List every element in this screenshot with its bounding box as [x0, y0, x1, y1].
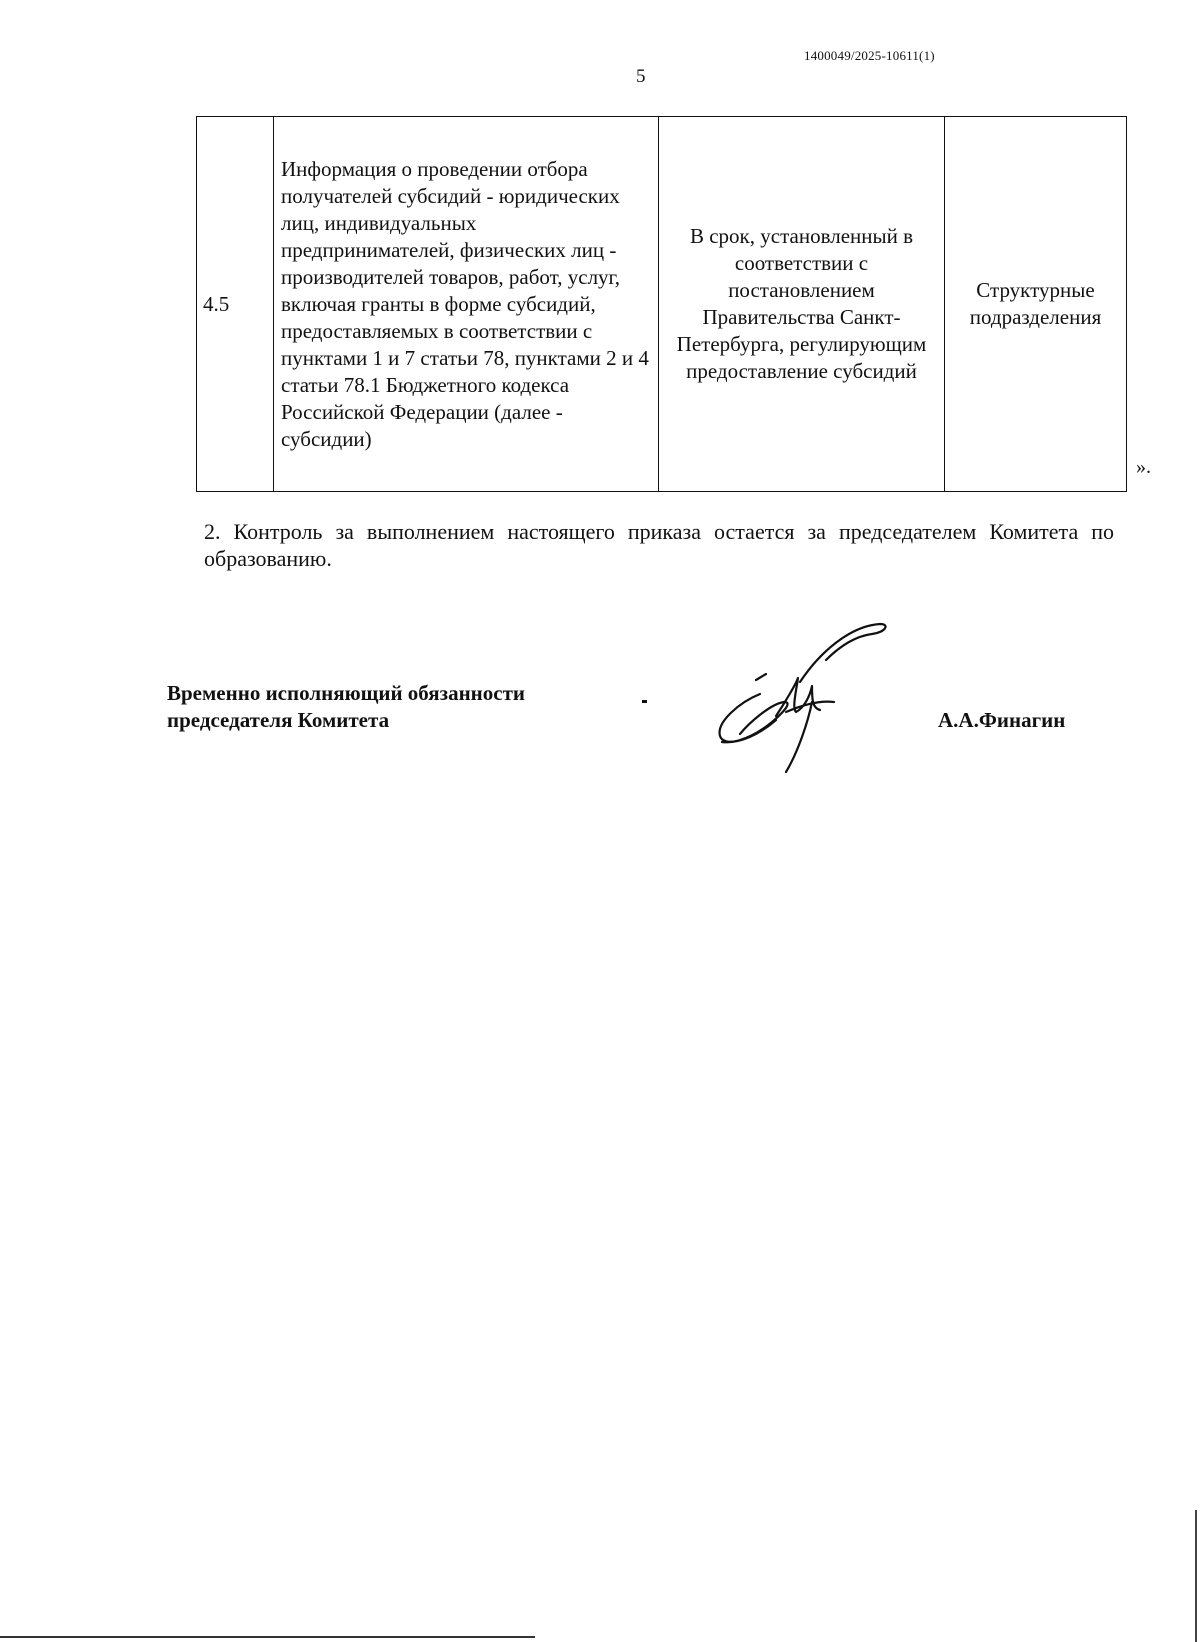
scan-bottom-line	[0, 1636, 535, 1638]
closing-quote-mark: ».	[1136, 456, 1151, 478]
control-paragraph: 2. Контроль за выполнением настоящего приказа остается за председателем Комитета по образованию.	[204, 519, 1114, 571]
items-table	[196, 116, 1127, 492]
item-responsible-cell	[945, 117, 1127, 492]
signatory-title-line-2: председателя Комитета	[167, 708, 390, 732]
page-number: 5	[636, 66, 646, 87]
item-description-cell: Информация о проведении отбора получателей субсидий - юридических лиц, индивидуальных предпринимателей, физических лиц - производителей товаров, работ, услуг, включая гранты в форме субсидий, предоставляемых в соответствии с пунктами 1 и 7 статьи 78, пунктами 2 и 4 статьи 78.1 Бюджетного кодекса Российской Федерации (далее - субсидии)	[274, 117, 659, 492]
table-row	[197, 117, 1127, 492]
document-number: 1400049/2025-10611(1)	[804, 48, 935, 63]
signatory-title-line-1: Временно исполняющий обязанности	[167, 681, 526, 705]
responsible-text: Структурные подразделения	[969, 278, 1102, 329]
scan-edge-line	[1195, 1510, 1197, 1642]
item-deadline-cell	[659, 117, 945, 492]
handwritten-signature	[700, 612, 940, 780]
signatory-title	[167, 680, 525, 734]
deadline-text: В срок, установленный в соответствии с постановлением Правительства Санкт-Петербурга, регулирующим предоставление субсидий	[676, 224, 927, 383]
signatory-name: А.А.Финагин	[938, 708, 1066, 732]
item-number-cell: 4.5	[197, 117, 274, 492]
ink-dot	[642, 700, 647, 703]
